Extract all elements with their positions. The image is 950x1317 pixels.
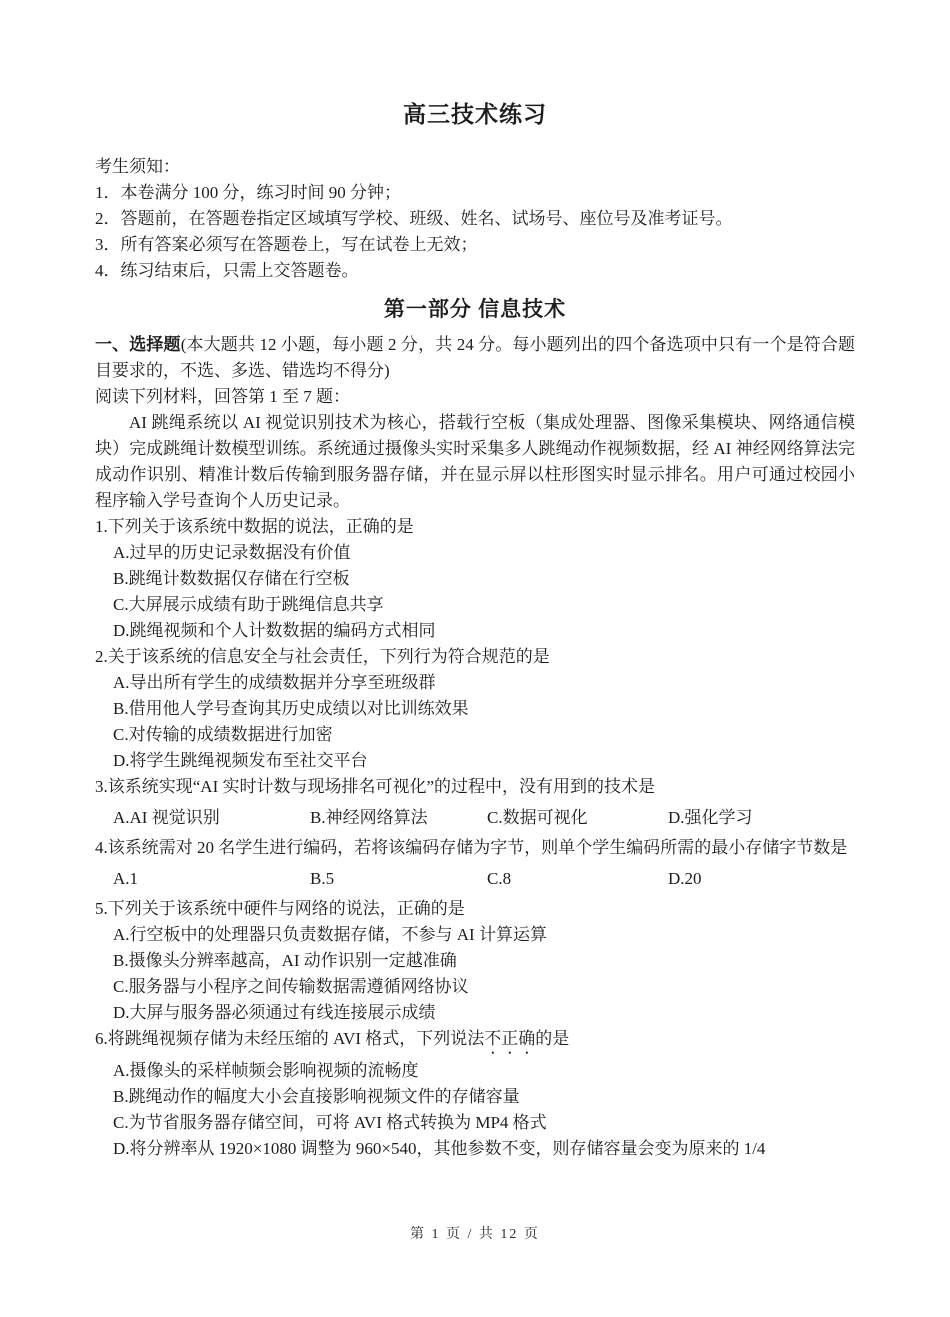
question-1-option-d: D.跳绳视频和个人计数数据的编码方式相同	[113, 621, 436, 640]
question-4-option-c: C.8	[487, 869, 512, 888]
question-1-option-c: C.大屏展示成绩有助于跳绳信息共享	[113, 595, 384, 614]
notice-item-3: 3．所有答案必须写在答题卷上，写在试卷上无效；	[95, 235, 478, 254]
question-6-stem-pre: 6.将跳绳视频存储为未经压缩的 AVI 格式，下列说法	[95, 1029, 485, 1048]
notice-item-4: 4．练习结束后，只需上交答题卷。	[95, 261, 359, 280]
question-5	[95, 896, 855, 1026]
question-1-option-b: B.跳绳计数数据仅存储在行空板	[113, 569, 350, 588]
question-3-option-a: A.AI 视觉识别	[113, 808, 220, 827]
question-4-options	[95, 866, 855, 892]
question-6-option-a: A.摄像头的采样帧频会影响视频的流畅度	[113, 1061, 419, 1080]
question-6-option-c: C.为节省服务器存储空间，可将 AVI 格式转换为 MP4 格式	[113, 1113, 547, 1132]
question-4-option-d: D.20	[668, 869, 702, 888]
reading-note: 阅读下列材料，回答第 1 至 7 题：	[95, 387, 350, 406]
question-5-option-c: C.服务器与小程序之间传输数据需遵循网络协议	[113, 977, 469, 996]
material-paragraph: AI 跳绳系统以 AI 视觉识别技术为核心，搭载行空板（集成处理器、图像采集模块、网络通信模块）完成跳绳计数模型训练。系统通过摄像头实时采集多人跳绳动作视频数据，经 AI 神经网络算法完成动作识别、精准计数后传输到服务器存储，并在显示屏以柱形图实时显示排名。用户可通过校园小程序输入学号查询个人历史记录。	[95, 413, 855, 510]
question-3-option-c: C.数据可视化	[487, 808, 588, 827]
question-6-stem	[95, 1026, 855, 1058]
page-footer: 第 1 页 / 共 12 页	[410, 1227, 540, 1242]
section-intro-heading: 一、选择题	[95, 335, 181, 354]
question-2	[95, 644, 855, 774]
question-6-option-d: D.将分辨率从 1920×1080 调整为 960×540，其他参数不变，则存储容量会变为原来的 1/4	[113, 1139, 766, 1158]
question-1-option-a: A.过早的历史记录数据没有价值	[113, 543, 351, 562]
question-5-option-a: A.行空板中的处理器只负责数据存储，不参与 AI 计算运算	[113, 925, 547, 944]
question-2-option-a: A.导出所有学生的成绩数据并分享至班级群	[113, 673, 436, 692]
question-4-option-b: B.5	[310, 869, 335, 888]
section-intro-text: (本大题共 12 小题，每小题 2 分，共 24 分。每小题列出的四个备选项中只有一个是符合题目要求的，不选、多选、错选均不得分)	[95, 335, 856, 380]
notice-section	[95, 154, 855, 284]
page-title: 高三技术练习	[403, 102, 547, 127]
question-3-option-b: B.神经网络算法	[310, 808, 428, 827]
question-2-stem: 2.关于该系统的信息安全与社会责任，下列行为符合规范的是	[95, 647, 550, 666]
question-1-stem: 1.下列关于该系统中数据的说法，正确的是	[95, 517, 414, 536]
question-6-stem-post: 的是	[535, 1029, 570, 1048]
question-5-option-b: B.摄像头分辨率越高，AI 动作识别一定越准确	[113, 951, 457, 970]
part-title: 第一部分 信息技术	[383, 297, 567, 321]
question-3	[95, 774, 855, 831]
question-1	[95, 514, 855, 644]
question-6	[95, 1026, 855, 1162]
question-5-option-d: D.大屏与服务器必须通过有线连接展示成绩	[113, 1003, 436, 1022]
notice-item-2: 2．答题前，在答题卷指定区域填写学校、班级、姓名、试场号、座位号及准考证号。	[95, 209, 733, 228]
question-3-options	[95, 805, 855, 831]
question-5-stem: 5.下列关于该系统中硬件与网络的说法，正确的是	[95, 899, 465, 918]
question-4	[95, 835, 855, 892]
question-6-option-b: B.跳绳动作的幅度大小会直接影响视频文件的存储容量	[113, 1087, 520, 1106]
notice-item-1: 1．本卷满分 100 分，练习时间 90 分钟；	[95, 183, 401, 202]
question-6-stem-emphasis: 不正确	[484, 1029, 536, 1048]
section-intro	[95, 332, 855, 384]
notice-header: 考生须知：	[95, 157, 180, 176]
question-2-option-d: D.将学生跳绳视频发布至社交平台	[113, 751, 368, 770]
question-3-option-d: D.强化学习	[668, 808, 753, 827]
question-4-option-a: A.1	[113, 869, 139, 888]
question-4-stem: 4.该系统需对 20 名学生进行编码，若将该编码存储为字节，则单个学生编码所需的最小存储字节数是	[95, 838, 848, 857]
question-2-option-c: C.对传输的成绩数据进行加密	[113, 725, 333, 744]
question-3-stem: 3.该系统实现“AI 实时计数与现场排名可视化”的过程中，没有用到的技术是	[95, 777, 656, 796]
question-2-option-b: B.借用他人学号查询其历史成绩以对比训练效果	[113, 699, 469, 718]
